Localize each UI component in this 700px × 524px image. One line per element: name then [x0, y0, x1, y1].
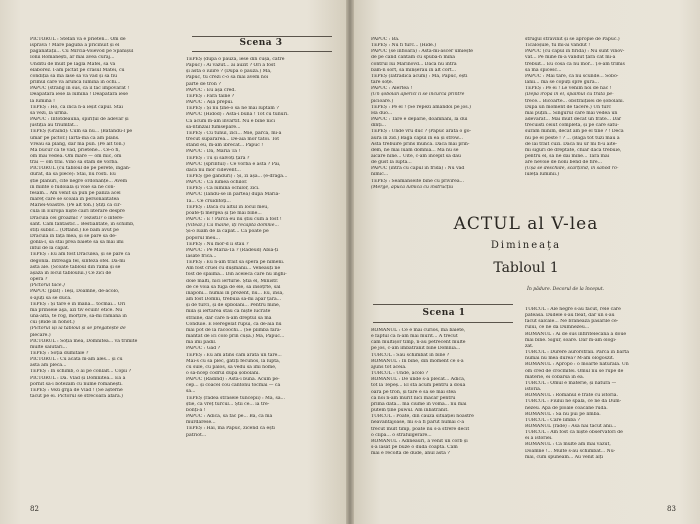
text-line: prima dată... mă ciume în vomă... nu mai — [371, 401, 467, 407]
text-line: ROMÂNUL : Ce e mai curios, mă băiete, — [371, 328, 466, 333]
text-line: contrul lui Mărinovd... Dacă nu intra — [371, 61, 457, 67]
text-line: TEPEȘ : Cu tunul, zici... Mie, parcă, mi-a — [186, 130, 282, 136]
text-line: istoria. — [525, 387, 542, 393]
text-line: TEPEȘ : Eu n-am trait să speră pe nimeni. — [186, 260, 285, 266]
text-line: PICTORUL : Stefan vă e prieten... Om de — [30, 37, 126, 42]
text-line: om cred de crocmitei. Omul nu se rupe de — [525, 368, 624, 374]
scene-3-heading: Scena 3 — [239, 38, 283, 48]
act-subtitle: Dimineața — [490, 240, 562, 251]
text-line: vat... Pe mine m-a vândut țara cât mi-a — [525, 55, 616, 61]
text-line: Dupa un moment de tăcere.) Un turc — [525, 104, 612, 110]
text-line: Am fost cruel cu dușmanii... Veneauți ne — [186, 266, 281, 272]
text-line: durat, dă să plece): Stai, nu rosti. Eu — [30, 172, 116, 178]
text-line: aicare nine... Uite, c-am începit să dau — [371, 153, 461, 159]
text-line: bonți-a ! — [186, 407, 206, 413]
text-line: și de turci, și de spbolani... Pentru mine, — [186, 303, 281, 309]
scene-3-rule-bottom — [192, 51, 332, 52]
text-line: ROMÂNUL : De unde s-a plecat... Adică, — [371, 377, 466, 383]
left-page-number: 82 — [30, 505, 39, 513]
text-line: doie mălti, nici ierturie. Știa el, Ministr. — [186, 278, 279, 284]
text-line: PAPUC : Adică, să fac pe... Ba, că mă — [186, 414, 273, 420]
scene-1-heading: Scena 1 — [422, 308, 466, 318]
text-line: materie, ei cobarsă în ea. — [525, 374, 585, 380]
text-line: TEPEȘ : Seamânseite bine cu privirea... — [371, 178, 464, 184]
scene-1-rule-bottom — [373, 322, 513, 323]
text-line: e faptul că n-am mai murit... A trecut — [371, 334, 458, 340]
text-line: TEPEȘ : Vezi grijă de Vlad ! (Se așterne — [30, 387, 123, 393]
text-line: primul care vă arunca lumină în ochi... — [30, 80, 121, 86]
text-line: PAPUC : Ca lumea ochilor. — [186, 180, 248, 186]
text-line: picioare.) — [371, 98, 394, 104]
text-line: TEPEȘ (Grăind): Cum să nu... (Bătându-l pe — [30, 129, 133, 135]
text-line: neavantajoase, mi s-a fi părut numai c-a — [371, 420, 465, 426]
text-line: lasate frica... — [186, 254, 217, 259]
text-line: TEPEȘ : Pe ei ! Le venim noi de hac ! — [525, 86, 612, 92]
text-line: tot la Tepeș... El stă acum pentru a doua — [371, 383, 466, 389]
text-line: Ta... Ce cruiditoți... — [186, 198, 231, 204]
text-line: ROMÂNUL (râde) : Asa nai tacut anii... — [525, 423, 617, 429]
text-line: mai, cum spuneam... Au venit alți — [525, 454, 604, 460]
text-line: TURCUL : Ale negre s-au făcut, rele care — [525, 307, 621, 312]
right-text-column-3 — [371, 328, 521, 457]
text-line: Dracula în fața mea, și se pare să de- — [30, 234, 117, 239]
text-line: PAPUC : Da, Măria Ta ! — [186, 149, 241, 155]
text-line: sant. Cam fantastic... Bestialitate, în schimb, — [30, 221, 135, 227]
text-line: justiția au triumfat... — [30, 123, 79, 129]
text-line: PAPUC : Mai tare, că nu scunde... Sobo- — [525, 73, 619, 79]
text-line: nu pe el peste ! ? ... (Bagă tot tuzi mau a — [525, 135, 620, 141]
left-text-column-2 — [186, 57, 336, 439]
text-line: mai e recolta de dude, anul ăsta ? — [371, 451, 450, 457]
text-line: TEPEȘ : Pe el ! (Se repezi amândoi pe jos.) — [371, 104, 471, 110]
text-line: am fost Domni, trebuia să-mi apăr țara... — [186, 297, 282, 303]
text-line: făcut sălcăle... Ne brânează păsările ce- — [525, 319, 619, 325]
text-line: trecuisti ceiut completă, și pe care sătu- — [525, 123, 619, 129]
text-line: TEPEȘ : Ca lumina ochilor, zici. — [186, 186, 260, 192]
text-line: TEPEȘ : Ho, că încă n-a ieșit capul. Stăi — [30, 104, 123, 110]
text-line: tăcut pe ei. Pictorul se strecoară afară.) — [30, 394, 123, 400]
text-line: mă prinseie aşa, azi tiv ecuin! etice. Nu — [30, 307, 123, 313]
text-line: cui (Bide în hohot.) — [30, 320, 75, 326]
text-line: PAPUC : Eu așa cred. — [186, 87, 236, 93]
text-line: TURCUL : Unde, acolo ? — [371, 371, 428, 377]
text-line: milă și iertarea stau ca niște lucrate — [186, 309, 271, 315]
text-line: stând eu, m-am îbrecat... Papuc ! — [186, 143, 264, 149]
text-line: trebuit... Eu cosă că nu mor... Țe-am trimis — [525, 61, 625, 67]
left-page — [0, 0, 349, 524]
text-line: mi siguri de dreptate, chiar dacă trebuie, — [525, 147, 622, 153]
text-line: PAPUC : E ! Parcă eu nu știu cum a fost ! — [186, 217, 282, 223]
text-line: plecare.) — [30, 332, 51, 338]
text-line: poporul meu... — [186, 235, 220, 241]
text-line: Ha duo... — [371, 110, 393, 116]
text-line: păgânătății... Cu Mircia-Voievod pe Spanișul — [30, 49, 134, 55]
text-line: PAPUC : Gâd ? — [186, 346, 221, 352]
text-line: ROMÂNUL : Adineauri, a venit un corb și — [371, 438, 468, 444]
text-line: Papuc) : Ai văzut... ai auzit ? Ori a fost — [186, 63, 276, 69]
text-line: operă ? — [30, 277, 48, 283]
text-line: înaponi... numai în prezent, nu... Eu, însă, — [186, 290, 284, 296]
text-line: aură în zid.) Bagă capul în ea și strow... — [371, 135, 463, 141]
text-line: să... — [186, 389, 196, 395]
text-line: TURCUL : Omul e materie, și natura — — [525, 380, 617, 386]
text-line: Ticăloșule, tu mi-ai vândut ! — [525, 43, 591, 49]
text-line: fesăm... Am venit să pun pe pânză acel — [30, 190, 121, 196]
text-line: elaborez. I-am pictat pe crasul Matei, cu — [30, 67, 125, 73]
text-line: TEPEȘ : Soția dumitale ? — [30, 350, 89, 356]
text-line: TEPEȘ (pe gânduri) : Și, zi așa... (e-dragă... — [186, 173, 288, 179]
text-line: Mă bucur că te văd, prietene... Ce-o fi, — [30, 147, 120, 153]
text-line: (Depă iropa în el, spăimul cu trată pe- — [525, 92, 614, 98]
text-line: PAPUC (plat) : Ieși, Doamne, de-acolo, — [30, 289, 120, 295]
text-line: dacă nu mor cidevent... — [186, 167, 241, 173]
text-line: intul de la capăt. — [30, 246, 70, 252]
text-line: Asta trebuire prins munca. Dacă mai prin- — [371, 141, 470, 147]
text-line: parte de tron ? — [186, 81, 221, 87]
text-line: TURCUL : Durere aurorstrali. Parcă în barta — [525, 350, 630, 356]
text-line: Și-o luăm de la capăt... Ca poate pe — [186, 229, 269, 235]
text-line: surăm minim, decât am pe el tine ? ! Decă — [525, 129, 624, 135]
text-line: TEPEȘ (rădeă strasele tuncepii) : Mă, să... — [186, 395, 285, 401]
text-line: Conduie. E Heregelat rupui, că de-aia nu — [186, 321, 282, 327]
text-line: măreț care se scoală în personalitatea — [30, 197, 120, 203]
text-line: PAPUC (Iandu-se în partea) după Mâria- — [186, 192, 280, 198]
text-line: stiți sublic... (Oftând.) Ee bam avut pe — [30, 227, 119, 233]
text-line: rului, ce ne dă Dumnezeu... — [525, 325, 590, 331]
text-line: mai bine. Sigur, soare. Dar m-am ologi- — [525, 337, 617, 343]
text-line: poate-ți mergea și ție mai bine... — [186, 210, 262, 216]
text-line: o clipă... o străfulgerare... — [371, 432, 432, 438]
text-line: PICTORUL : Da. Vlad și Domnitea... Ea a — [30, 375, 126, 381]
text-line: mântat de ici colo prin cușă.) Mă, Papuc... — [186, 334, 285, 340]
text-line: asta am plecă... — [30, 363, 67, 369]
text-line: străine, dar care n-am dreptul să mă — [186, 315, 272, 321]
text-line: PAPUC (se înfioară) : Asta-mi-ascer umiește — [371, 49, 474, 55]
text-line: tare soțe. — [371, 80, 394, 86]
text-line: numai nu mea durea? M-am ologoszit. — [525, 356, 615, 362]
text-line: s-a lăsat pe buze o dudă coaptă. Cam — [371, 444, 458, 450]
text-line: TEPEȘ : Unde vru duc ? (Papuc arată o go- — [371, 129, 472, 135]
text-line: PAPUC : Întotdeauna, spirițul de adevăr și — [30, 117, 129, 123]
text-line: strugul străvinit și se apropie de Papuc.) — [525, 37, 620, 42]
text-line: gonla-l, să stai prea băiete să să mai îmi — [30, 240, 124, 246]
text-line: de gust la luptă... — [371, 160, 412, 166]
text-line: ROMÂNUL : Că multe am mai văzut, — [525, 442, 611, 448]
text-line: condiția să mă lase să vă văd și să fiu — [30, 73, 118, 79]
text-line: PAPUC (intră cu capul în fridă) : Nu văd — [371, 166, 465, 172]
text-line: PAPUC (Rădind) : Asta-i bună. Acum pe- — [186, 377, 280, 383]
text-line: știe, că vreț turcul... Știi ce... ia tre- — [186, 401, 270, 407]
text-line: TEPEȘ : Și nu ține-o să ne mai luptăm ? — [186, 106, 279, 112]
text-line: dinți... — [371, 123, 387, 129]
text-line: cep... și coacel cou cantonu tocmai — ca — [186, 383, 281, 389]
text-line: Vreau să plâng, dar mă pun. (Pe alt ton.) — [30, 141, 125, 147]
text-line: așază în locul tabloului.) Ce zici de — [30, 270, 112, 276]
text-line: cu sule, cu palos, să vedu să îmi nome, — [186, 364, 277, 370]
text-line: TEPEȘ : Dacă cu altul în locul meu, — [186, 204, 269, 210]
text-line: are nevoie de noni bend de fire... — [525, 160, 603, 166]
text-line: TURCUL : Poate, din cauza situației noastre — [371, 414, 474, 420]
text-line: Unditu de mult pe Iagla Matei, să vă — [30, 61, 116, 67]
text-line: oară pe tron, și tare e să se mai stea — [371, 389, 456, 395]
text-line: una-alta, te rog, morțire, să-mi rămână în — [30, 314, 127, 320]
text-line: să mă spicesc... — [525, 67, 562, 73]
text-line: pornit să-i botezăm cu nume românești. — [30, 381, 123, 387]
text-line: PAPUC (Hidod) : Asta-i bună ! Tot cu tunuri. — [186, 112, 289, 118]
text-line: Papuc, tu crezi c-o să mai avem noi — [186, 75, 269, 81]
text-line: bam-n sort, să mînșerau în alt cort... — [371, 67, 457, 73]
text-line: lanii... mă se copuți spre gură... — [525, 80, 599, 86]
text-line: ROMÂNUL : Apropo : o moarte naturală. Un — [525, 362, 629, 368]
text-line: PAPUC : Alertea ! — [371, 86, 413, 92]
text-line: PAPUC : Tare e deparie, doamnani, la dui — [371, 117, 468, 123]
text-line: TEPEȘ : Hai, mă Papuc, zicend că ești — [186, 426, 275, 432]
text-line: în minte o fudoială și voie să ne con- — [30, 184, 116, 190]
text-line: zat. — [525, 343, 534, 349]
text-line: Ionii Românești, ar mai avea curaj... — [30, 55, 115, 61]
text-line: trecut mult timp, poate nu s-a strere decit — [371, 426, 470, 432]
text-line: (Pictorul tace.) — [30, 283, 65, 289]
text-line: nimic... — [371, 172, 389, 178]
left-text-column-1 — [30, 37, 178, 400]
text-line: o să-ncep codrul după șobolani. — [186, 370, 260, 376]
text-line: fost de spaimă... Din aceleca care nu înghi- — [186, 272, 287, 278]
text-line: TEPEȘ (Iatradică acum) : Mă, Papuc, ești — [371, 73, 468, 79]
text-line: ispravă ! Mare pagubă a pricinuit și el — [30, 43, 120, 49]
text-line: trăi — om trăi. Vino să stăm de vorbă. — [30, 160, 119, 166]
text-line: TURCUL : Sau schimbat în bine ? — [371, 352, 450, 358]
text-line: ei a istoriei. — [525, 436, 553, 442]
text-line: (Un șobolan apericl lì se incurcă printre — [371, 92, 465, 98]
text-line: la lumina ! — [30, 98, 55, 104]
text-line: cula în Europa niște căiri literare despre — [30, 209, 125, 215]
text-line: dem, ne mai luăm domnia... Ma nu se — [371, 147, 459, 153]
text-line: și asta o iulire ? (După o pauză.) Mă, — [186, 69, 272, 75]
text-line: trecut supărarea... De-aia mor tătoi. Tot — [186, 137, 280, 143]
text-line: de lai trăit cuzi. Dacă nu ur mi fi-u aite- — [525, 141, 617, 147]
text-line: Doamne !... Multe s-au schimbat... Nu- — [525, 448, 616, 454]
text-line: trece... Bicoarte... obstraițisei de șobolani. — [525, 98, 625, 104]
text-line: ROMÂNUL : Ai de sus înfiritelecana a doue — [525, 331, 627, 337]
text-line: PAPUC (strâng în sus, că îl fac împovărat ! — [30, 86, 130, 92]
text-line: s-ajuți să se ducă. — [30, 295, 72, 301]
tablou-title: Tabloul 1 — [493, 260, 559, 276]
scene-3-rule-top — [192, 36, 332, 37]
text-line: TEPEȘ : Tu și salvoți țara ? — [186, 155, 250, 161]
text-line: pentru el, să ne dai mine... Tara mai — [525, 153, 610, 159]
setting-description: În pădure. Decorul de la început. — [527, 287, 605, 292]
text-line: mă îmi pădil. — [186, 340, 217, 346]
text-line: PAPUC (sprintul) : Ce vorbă e asta ? Păi, — [186, 161, 281, 167]
text-line: TEPEȘ : Fără taine ? — [186, 93, 235, 99]
text-line: PICTORUL (cu tabloul de pe perete, îngân- — [30, 166, 131, 172]
text-line: TEPEȘ : Eu am fost Drăculea, și se pare că — [30, 252, 131, 258]
text-line: TEPEȘ : Nu fi turc... (Hide.) — [371, 43, 437, 49]
text-line: cam multișor timp, n-au petrecent multe — [371, 340, 466, 346]
act-title: ACTUL al V-lea — [453, 214, 599, 234]
text-line: (Ușa se deschide, scârțiind, în sanod ro- — [525, 166, 619, 172]
text-line: adevărat... Mai mult decât un frate... Dar — [525, 117, 622, 123]
text-line: PAPUC : Ba. — [371, 37, 400, 42]
text-line: să vezi, la urmă. — [30, 110, 69, 116]
right-text-column-1 — [371, 37, 521, 191]
text-line: ROMÂNUL : Românul e frate cu istoria. — [525, 393, 618, 399]
text-line: TEPEȘ : Și tare e în mână... tocmai... Ori — [30, 301, 126, 307]
text-line: nezeu. Apa de ploale coacăne rudă. — [525, 405, 608, 411]
text-line: că noi n-am murit nici măcar pentru — [371, 395, 456, 401]
text-line: Dracula cel groaznic ? Tezistil? o intere- — [30, 215, 124, 221]
text-line: să-ntinzăil fumsepare... — [186, 124, 241, 130]
text-line: TURCUL : Fiului ne spală, ce ne dă Dum- — [525, 399, 622, 405]
text-line: TEPEȘ : În schimb, o ai pe conlălt... Copii ? — [30, 369, 132, 375]
text-line: (Viteaz.) Ca mâine, îți recaptă domnie... — [186, 223, 279, 229]
text-line: murdărese... — [186, 420, 216, 426]
right-page — [349, 0, 700, 524]
text-line: pe jos, c-am îmbătrânit bine Domnia... — [371, 346, 461, 352]
text-line: mai puțin... Singurul care mai vedea un — [525, 110, 618, 116]
text-line: știe planuri, cite negre ordonanțe... Avem — [30, 178, 128, 184]
text-line: PAPUC : Pe Măria-Ta ? (Râdeud) Abia-ți — [186, 247, 279, 253]
text-line: Mai-s cu să plec, gătiți fecunos, la luptă, — [186, 358, 281, 364]
text-line: PICTORUL : Soția mea, Domnitea... vă trimite — [30, 338, 138, 344]
text-line: ROMÂNUL : In bine, din moment ce s-a — [371, 358, 464, 364]
text-line: degonla. Întreaga fel, sinteza ofel. Dă-mi — [30, 258, 126, 264]
text-line: Ca acum m-am învârtit. Nu e bine nici — [186, 118, 275, 124]
right-text-column-2 — [525, 37, 675, 179]
right-text-column-4 — [525, 307, 675, 461]
text-line: TURCUL : Care limbă ? — [525, 417, 580, 423]
text-line: asta ale. (Scoate tabloul din ramă și se — [30, 264, 121, 270]
text-line: TEPEȘ : Eu am atins cam arată un tare... — [186, 352, 282, 358]
text-line: patriot... — [186, 432, 207, 438]
text-line: ROMÂNUL : Să nu pui pe limbă. — [525, 411, 601, 417]
scene-1-rule-top — [373, 304, 513, 305]
right-page-number: 83 — [667, 505, 676, 513]
text-line: TURCUL : Am fost ca niște observatori de — [525, 430, 623, 436]
text-line: TEPEȘ (după o pauză, iese din cușă, către — [186, 57, 285, 62]
text-line: Deapătara iese la lumina ! Deapătara iese — [30, 92, 128, 98]
text-line: ajuns tot aceia. — [371, 364, 407, 370]
text-line: de pe când cântam cu spuba-n mină — [371, 55, 456, 61]
text-line: PICTORUL : Cu acata m-am ales... și cu — [30, 357, 123, 363]
text-line: TEPEȘ : Nu mor-d îi stau ? — [186, 241, 249, 247]
text-line: (Merge, apucă lumica cu instrucțiu — [371, 184, 454, 190]
text-line: PAPUC : Așa prepui. — [186, 100, 234, 106]
text-line: putem ține puwul. Am înbătrânit. — [371, 408, 449, 414]
text-line: om mai vedea. Om mare — om mic, om — [30, 153, 122, 159]
text-line: de ce voia să fugă de ele, să însoțrte, săl — [186, 284, 281, 290]
text-line: mai pot de la răcoochi... (Se plimbă fără- — [186, 327, 282, 333]
text-line: umăr pe pictor.) Iartă-mă că am plâns. — [30, 135, 120, 141]
text-line: Mâriei-Voastre. (Pe alt ton.) Știți că cir- — [30, 203, 122, 209]
text-line: PAPUC (cu capul în firidă) : Nu sunt vinov- — [525, 49, 625, 55]
text-line: luleța luminii.) — [525, 172, 560, 178]
text-line: multe salutări... — [30, 344, 67, 350]
text-line: (Pictorul își ia tabloul și se pregătește de — [30, 326, 126, 332]
text-line: păteasă. Dudele s-au fleat, dar un s-au — [525, 313, 615, 319]
book-gutter — [346, 0, 354, 524]
